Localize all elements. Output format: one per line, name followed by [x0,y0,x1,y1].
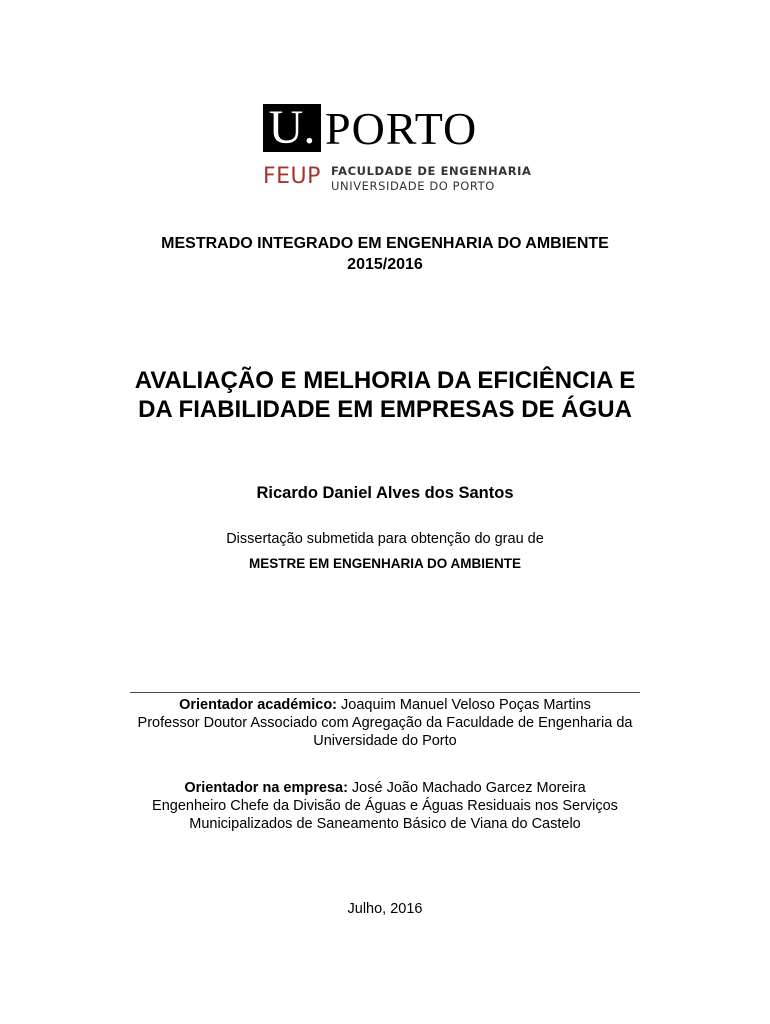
company-supervisor-position-line1: Engenheiro Chefe da Divisão de Águas e Águas Residuais nos Serviços [152,798,618,814]
company-supervisor-position-line2: Municipalizados de Saneamento Básico de Viana do Castelo [189,816,581,832]
author-name: Ricardo Daniel Alves dos Santos [256,484,514,502]
thesis-title-line2: DA FIABILIDADE EM EMPRESAS DE ÁGUA [138,396,632,423]
uporto-feup-logo [263,101,532,194]
academic-supervisor-label: Orientador académico: [179,697,338,713]
logo-faculty-line2: UNIVERSIDADE DO PORTO [331,179,495,193]
separator-line [130,692,640,693]
degree-program: MESTRADO INTEGRADO EM ENGENHARIA DO AMBIENTE [161,235,609,252]
academic-supervisor [0,696,770,714]
submission-statement: Dissertação submetida para obtenção do grau de [226,531,544,547]
logo-feup-text: FEUP [263,164,321,189]
academic-supervisor-position-line1: Professor Doutor Associado com Agregação da Faculdade de Engenharia da [137,715,633,731]
logo-porto-text: PORTO [325,103,478,154]
logo-faculty-line1: FACULDADE DE ENGENHARIA [331,164,532,178]
logo-u-box: U. [263,104,321,152]
academic-supervisor-name: Joaquim Manuel Veloso Poças Martins [337,697,591,713]
academic-year: 2015/2016 [347,256,423,273]
thesis-title-line1: AVALIAÇÃO E MELHORIA DA EFICIÊNCIA E [134,367,636,394]
submission-date: Julho, 2016 [347,901,423,917]
company-supervisor-name: José João Machado Garcez Moreira [347,780,586,796]
academic-supervisor-position-line2: Universidade do Porto [313,733,457,749]
company-supervisor [0,779,770,797]
company-supervisor-label: Orientador na empresa: [184,780,348,796]
degree-grade: MESTRE EM ENGENHARIA DO AMBIENTE [248,556,521,571]
